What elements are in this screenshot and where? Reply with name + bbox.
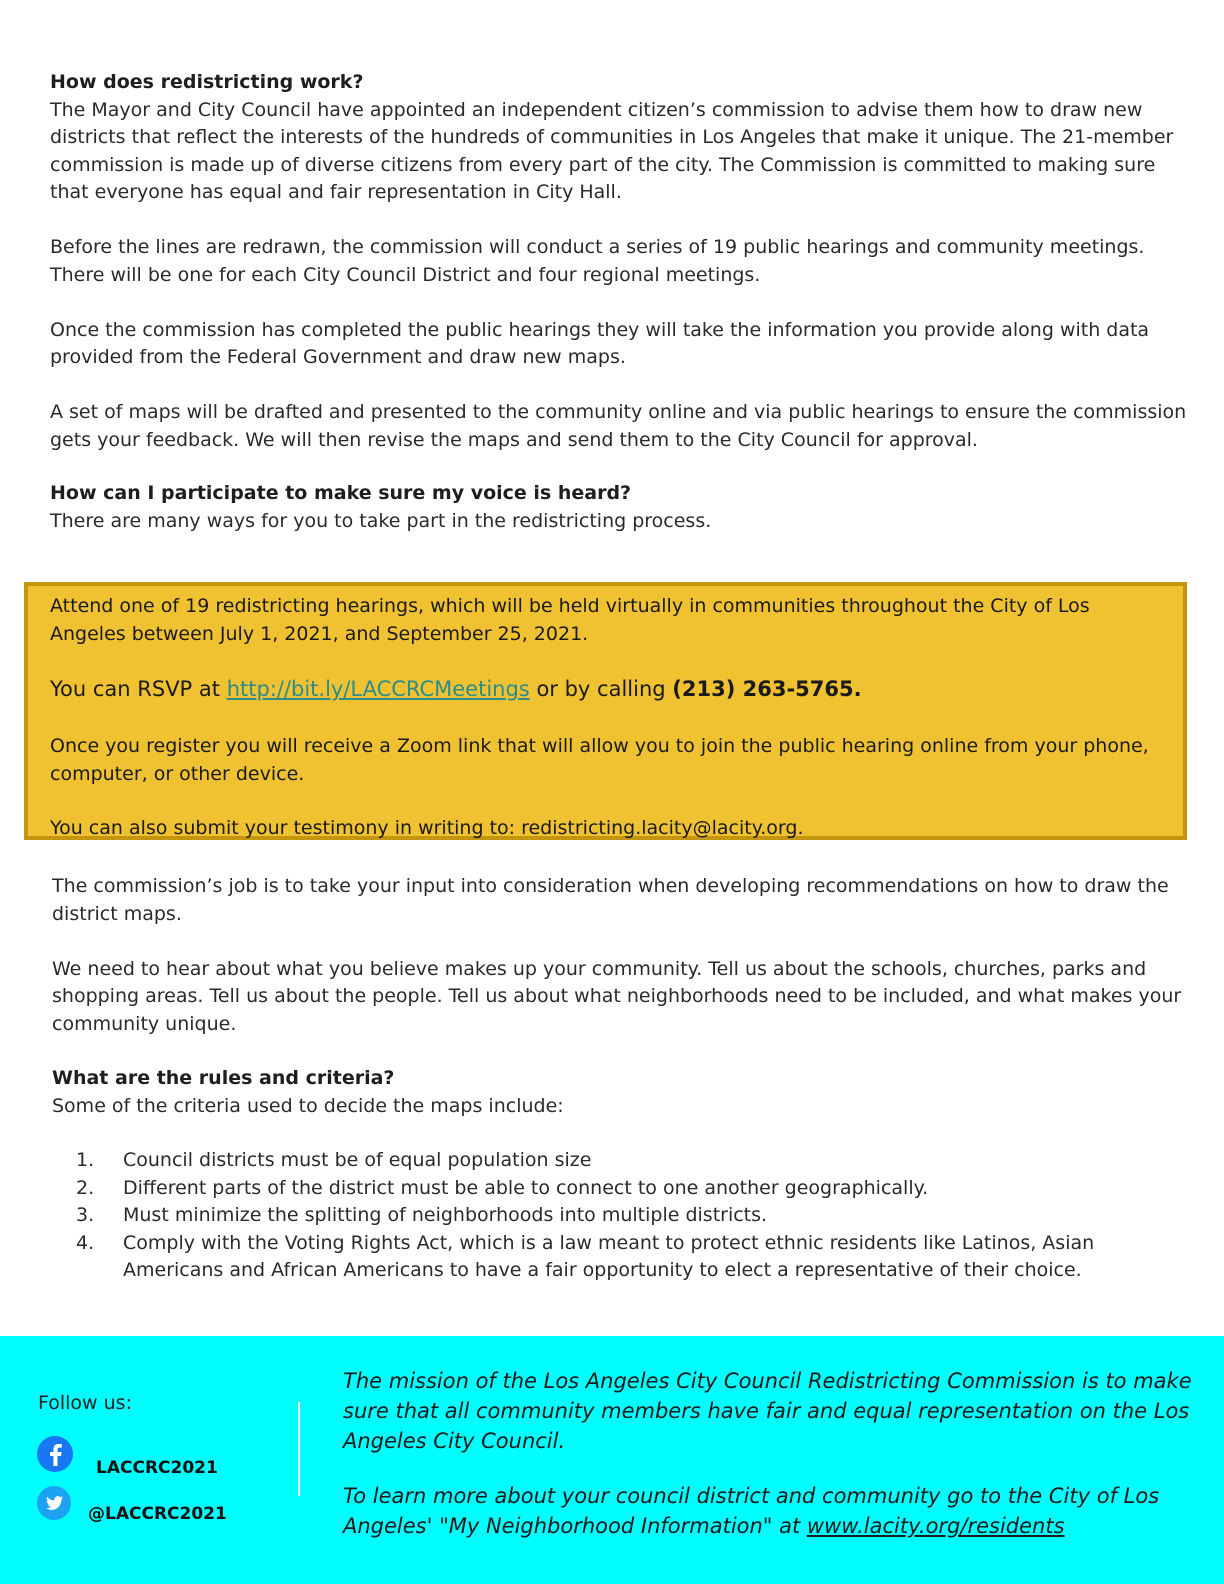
- learn-more-prefix: To learn more about your council district and community go to the City of Los Angeles' "My Neighborhood Information" at: [343, 1484, 1160, 1538]
- paragraph: Once the commission has completed the public hearings they will take the information you provide along with data provided from the Federal Government and draw new maps.: [50, 318, 1150, 368]
- facebook-link[interactable]: [36, 1430, 218, 1478]
- mission-statement: The mission of the Los Angeles City Council Redistricting Commission is to make sure that all community members have fair and equal representation on the Los Angeles City Council.: [343, 1369, 1192, 1453]
- list-number: 1.: [76, 1149, 95, 1171]
- list-number: 4.: [76, 1231, 95, 1254]
- callout-testimony-text: You can also submit your testimony in writing to: redistricting.lacity@lacity.org.: [50, 817, 804, 839]
- rsvp-prefix: You can RSVP at: [50, 677, 227, 701]
- footer-divider: [298, 1402, 300, 1496]
- paragraph: We need to hear about what you believe makes up your community. Tell us about the schools, churches, parks and shopping areas. Tell us about the people. Tell us about what neighborhoods need to be included, and what makes your community unique.: [52, 957, 1182, 1035]
- facebook-icon: [36, 1435, 74, 1473]
- list-number: 3.: [76, 1204, 95, 1226]
- heading-how-redistricting-works: How does redistricting work?: [50, 71, 364, 93]
- section-participate: [50, 480, 1190, 535]
- footer: [0, 1336, 1224, 1584]
- list-item: [76, 1147, 1156, 1175]
- paragraph: There are many ways for you to take part in the redistricting process.: [50, 509, 712, 532]
- heading-how-to-participate: How can I participate to make sure my voice is heard?: [50, 482, 632, 504]
- paragraph: A set of maps will be drafted and presented to the community online and via public hearings to ensure the commission gets your feedback. We will then revise the maps and send them to the City Council for approval.: [50, 401, 1187, 451]
- twitter-link[interactable]: [36, 1482, 227, 1524]
- follow-us-label: Follow us:: [38, 1392, 132, 1414]
- list-item: [76, 1230, 1156, 1285]
- section-redistricting: [50, 69, 1190, 454]
- paragraph: Before the lines are redrawn, the commission will conduct a series of 19 public hearings and community meetings. There will be one for each City Council District and four regional meetings.: [50, 236, 1145, 286]
- rsvp-middle: or by calling: [529, 677, 673, 701]
- hearings-callout-box: [24, 582, 1187, 840]
- list-item: [76, 1202, 1156, 1230]
- paragraph: Some of the criteria used to decide the maps include:: [52, 1094, 564, 1117]
- callout-attend-text: Attend one of 19 redistricting hearings, which will be held virtually in communities throughout the City of Los Angeles between July 1, 2021, and September 25, 2021.: [50, 595, 1090, 645]
- list-item: [76, 1175, 1156, 1203]
- residents-link[interactable]: www.lacity.org/residents: [806, 1514, 1065, 1538]
- section-commission-job: [52, 873, 1192, 1038]
- callout-rsvp-line: [50, 676, 1160, 704]
- twitter-handle: @LACCRC2021: [88, 1504, 227, 1524]
- heading-rules-criteria: What are the rules and criteria?: [52, 1067, 395, 1089]
- list-item-text: Comply with the Voting Rights Act, which is a law meant to protect ethnic residents like Latinos, Asian Americans and African Americans to have a fair opportunity to elect a representative of their choice.: [123, 1231, 1095, 1281]
- section-rules: [52, 1065, 1192, 1120]
- twitter-icon: [36, 1485, 72, 1521]
- callout-zoom-text: Once you register you will receive a Zoom link that will allow you to join the public hearing online from your phone, computer, or other device.: [50, 735, 1149, 785]
- learn-more-text: [343, 1481, 1203, 1541]
- list-item-text: Council districts must be of equal population size: [123, 1149, 592, 1171]
- rsvp-phone: (213) 263-5765.: [672, 677, 862, 701]
- paragraph: The commission’s job is to take your input into consideration when developing recommendations on how to draw the district maps.: [52, 875, 1169, 925]
- list-number: 2.: [76, 1176, 95, 1199]
- list-item-text: Different parts of the district must be able to connect to one another geographically.: [123, 1176, 929, 1199]
- paragraph: The Mayor and City Council have appointed an independent citizen’s commission to advise them how to draw new districts that reflect the interests of the hundreds of communities in Los Angeles that make it unique. The 21-member commission is made up of diverse citizens from every part of the city. The Commission is committed to making sure that everyone has equal and fair representation in City Hall.: [50, 98, 1174, 203]
- criteria-list: [76, 1147, 1156, 1285]
- list-item-text: Must minimize the splitting of neighborhoods into multiple districts.: [123, 1204, 768, 1226]
- facebook-handle: LACCRC2021: [96, 1458, 218, 1478]
- rsvp-link[interactable]: http://bit.ly/LACCRCMeetings: [226, 677, 530, 701]
